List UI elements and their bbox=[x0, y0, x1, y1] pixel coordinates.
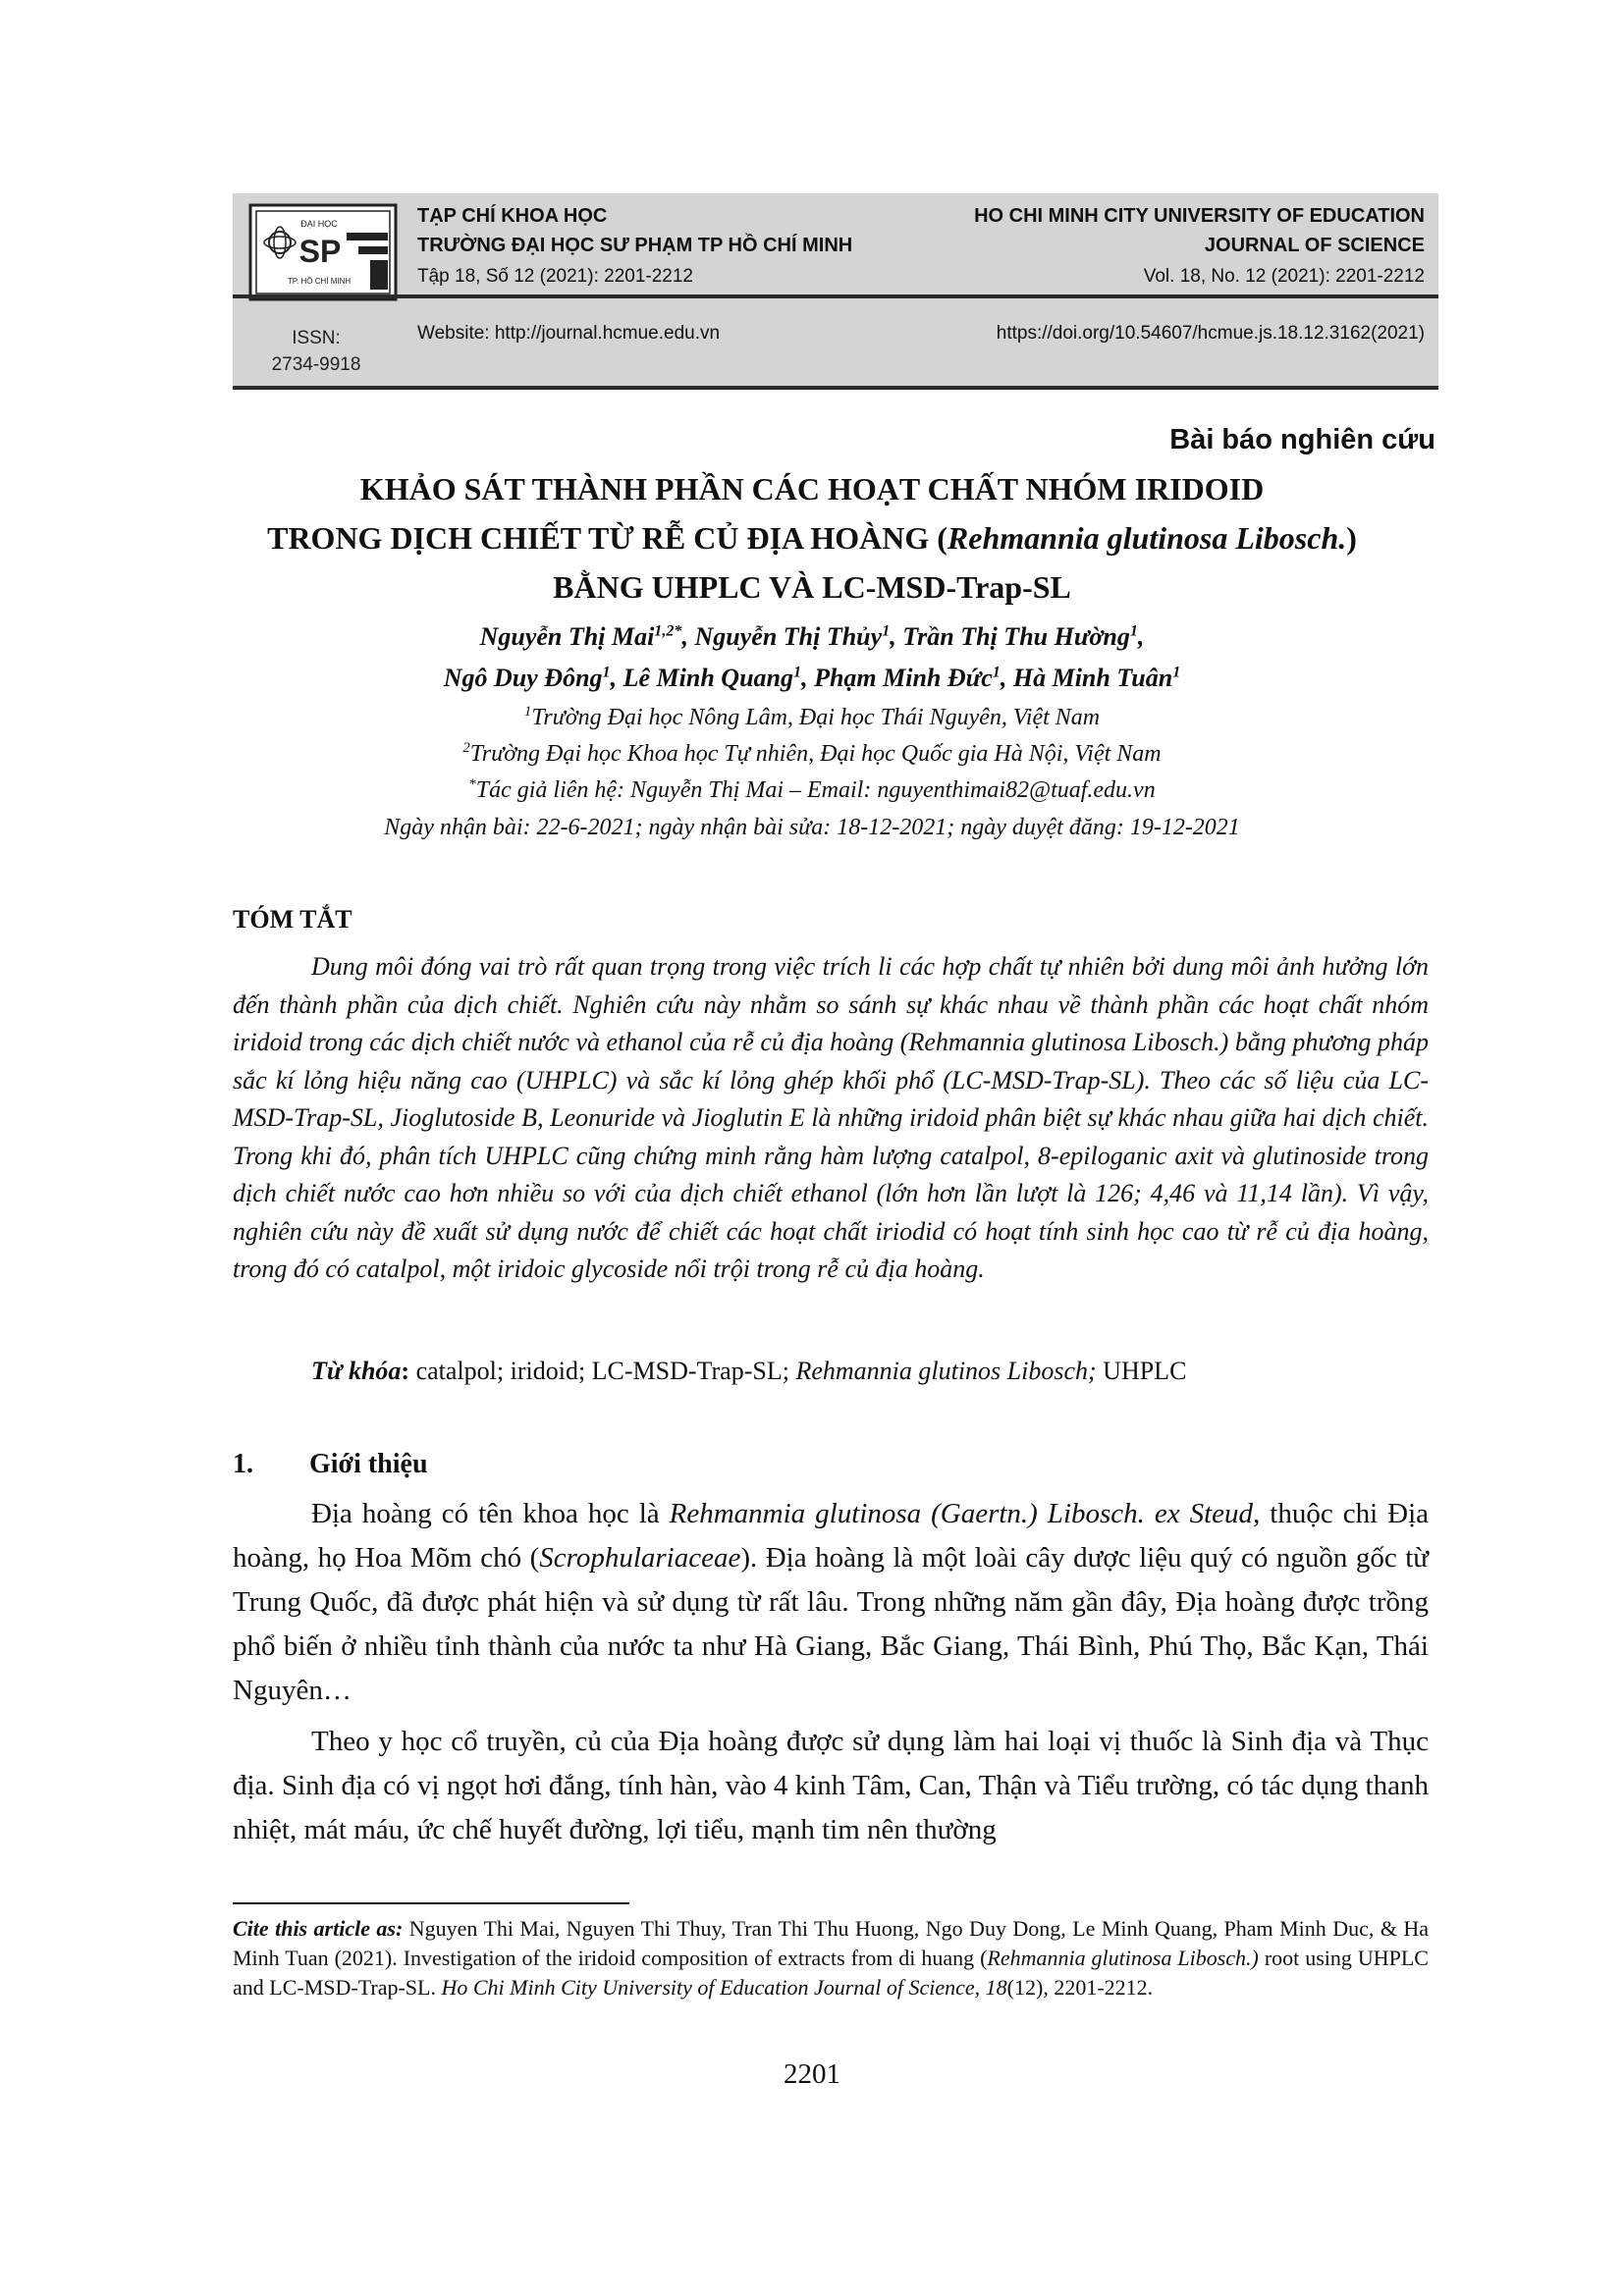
title-line1: KHẢO SÁT THÀNH PHẦN CÁC HOẠT CHẤT NHÓM IRIDOID bbox=[359, 471, 1265, 507]
journal-vn-line2: TRƯỜNG ĐẠI HỌC SƯ PHẠM TP HỒ CHÍ MINH bbox=[417, 235, 853, 256]
page-number: 2201 bbox=[784, 2058, 840, 2090]
issue-en: Vol. 18, No. 12 (2021): 2201-2212 bbox=[1143, 266, 1425, 287]
section-heading bbox=[233, 1449, 428, 1480]
issn-value: 2734-9918 bbox=[271, 354, 361, 375]
author-name: Nguyễn Thị Thủy bbox=[694, 622, 883, 651]
author-name: Phạm Minh Đức bbox=[814, 664, 993, 692]
footnote-divider bbox=[233, 1902, 629, 1904]
website-link[interactable]: Website: http://journal.hcmue.edu.vn bbox=[417, 323, 721, 344]
issn bbox=[233, 325, 400, 378]
issn-label: ISSN: bbox=[292, 328, 341, 348]
university-logo bbox=[248, 203, 398, 301]
abstract-text: Dung môi đóng vai trò rất quan trọng trong việc trích li các hợp chất tự nhiên bởi dung môi ảnh hưởng lớn đến thành phần của dịch chiết. Nghiên cứu này nhằm so sánh sự khác nhau về thành phần các hoạt chất nhóm iridoid trong các dịch chiết nước và ethanol của rễ củ địa hoàng (Rehmannia glutinosa Libosch.) bằng phương pháp sắc kí lỏng hiệu năng cao (UHPLC) và sắc kí lỏng ghép khối phổ (LC-MSD-Trap-SL). Theo các số liệu của LC-MSD-Trap-SL, Jioglutoside B, Leonuride và Jioglutin E là những iridoid phân biệt sự khác nhau giữa hai dịch chiết. Trong khi đó, phân tích UHPLC cũng chứng minh rằng hàm lượng catalpol, 8-epiloganic axit và glutinoside trong dịch chiết nước cao hơn nhiều so với của dịch chiết ethanol (lớn hơn lần lượt là 126; 4,46 và 11,14 lần). Vì vậy, nghiên cứu này đề xuất sử dụng nước để chiết các hoạt chất iriodid có hoạt tính sinh học cao từ rễ củ địa hoàng, trong đó có catalpol, một iridoic glycoside nổi trội trong rễ củ địa hoàng. bbox=[233, 952, 1429, 1283]
author-name: Trần Thị Thu Hường bbox=[902, 622, 1130, 651]
title-line3: BẰNG UHPLC VÀ LC-MSD-Trap-SL bbox=[553, 569, 1071, 605]
journal-en-line1: HO CHI MINH CITY UNIVERSITY OF EDUCATION bbox=[974, 205, 1425, 227]
header-bottom-divider bbox=[233, 386, 1438, 390]
authors-line1: Nguyễn Thị Mai$^{1,2*}$, Nguyễn Thị Thủy$^1$, Trần Thị Thu Hường$^1$, bbox=[479, 622, 1145, 651]
author-name: Nguyễn Thị Mai bbox=[479, 622, 655, 651]
affiliation-2: $^2$Trường Đại học Khoa học Tự nhiên, Đại học Quốc gia Hà Nội, Việt Nam bbox=[462, 740, 1162, 767]
logo-letters: SP bbox=[298, 234, 342, 269]
issue-vn: Tập 18, Số 12 (2021): 2201-2212 bbox=[417, 266, 693, 287]
corresponding-author: *Tác giả liên hệ: Nguyễn Thị Mai – Email: nguyenthimai82@tuaf.edu.vn bbox=[468, 776, 1156, 803]
header-divider bbox=[233, 294, 1438, 298]
keywords: Từ khóa: catalpol; iridoid; LC-MSD-Trap-SL; Rehmannia glutinos Libosch; UHPLC bbox=[311, 1357, 1187, 1385]
submission-dates: Ngày nhận bài: 22-6-2021; ngày nhận bài sửa: 18-12-2021; ngày duyệt đăng: 19-12-2021 bbox=[384, 815, 1240, 840]
footnote-label: Cite this article as: bbox=[233, 1916, 404, 1941]
abstract-heading: TÓM TẮT bbox=[233, 905, 352, 934]
affiliation-1: $^1$Trường Đại học Nông Lâm, Đại học Thái Nguyên, Việt Nam bbox=[523, 704, 1101, 730]
journal-vn-line1: TẠP CHÍ KHOA HỌC bbox=[417, 205, 608, 227]
title-species: Rehmannia glutinosa Libosch. bbox=[947, 520, 1347, 556]
title-line2: TRONG DỊCH CHIẾT TỪ RỄ CỦ ĐỊA HOÀNG (Rehmannia glutinosa Libosch.) bbox=[267, 520, 1357, 556]
body-paragraph-2: Theo y học cổ truyền, củ của Địa hoàng được sử dụng làm hai loại vị thuốc là Sinh địa và Thục địa. Sinh địa có vị ngọt hơi đắng, tính hàn, vào 4 kinh Tâm, Can, Thận và Tiểu trường, có tác dụng thanh nhiệt, mát máu, ức chế huyết đường, lợi tiểu, mạnh tim nên thường bbox=[233, 1726, 1429, 1845]
section-number: 1. bbox=[233, 1449, 253, 1479]
body-paragraph-1: Địa hoàng có tên khoa học là Rehmanmia glutinosa (Gaertn.) Libosch. ex Steud, thuộc chi Địa hoàng, họ Hoa Mõm chó (Scrophulariaceae). Địa hoàng là một loài cây dược liệu quý có nguồn gốc từ Trung Quốc, đã được phát hiện và sử dụng từ rất lâu. Trong những năm gần đây, Địa hoàng được trồng phổ biến ở nhiều tỉnh thành của nước ta như Hà Giang, Bắc Giang, Thái Bình, Phú Thọ, Bắc Kạn, Thái Nguyên… bbox=[233, 1498, 1430, 1706]
author-name: Hà Minh Tuân bbox=[1012, 664, 1173, 692]
authors-line2: Ngô Duy Đông$^1$, Lê Minh Quang$^1$, Phạm Minh Đức$^1$, Hà Minh Tuân$^1$ bbox=[443, 664, 1181, 692]
author-name: Ngô Duy Đông bbox=[443, 664, 603, 692]
citation-footnote: Cite this article as: Nguyen Thi Mai, Nguyen Thi Thuy, Tran Thi Thu Huong, Ngo Duy Dong, Le Minh Quang, Pham Minh Duc, & Ha Minh Tuan (2021). Investigation of the iridoid composition of extracts from di huang (Rehmannia glutinosa Libosch.) root using UHPLC and LC-MSD-Trap-SL. Ho Chi Minh City University of Education Journal of Science, 18(12), 2201-2212. bbox=[233, 1916, 1429, 2000]
logo-line1: ĐẠI HỌC bbox=[300, 219, 338, 229]
doi-link[interactable]: https://doi.org/10.54607/hcmue.js.18.12.3162(2021) bbox=[996, 323, 1425, 344]
article-type: Bài báo nghiên cứu bbox=[1169, 424, 1435, 455]
journal-header bbox=[233, 193, 1438, 390]
section-title: Giới thiệu bbox=[309, 1449, 428, 1479]
logo-line2: TP. HỒ CHÍ MINH bbox=[287, 277, 352, 286]
author-name: Lê Minh Quang bbox=[623, 664, 793, 692]
journal-en-line2: JOURNAL OF SCIENCE bbox=[1204, 235, 1425, 256]
keywords-label: Từ khóa bbox=[311, 1357, 402, 1385]
